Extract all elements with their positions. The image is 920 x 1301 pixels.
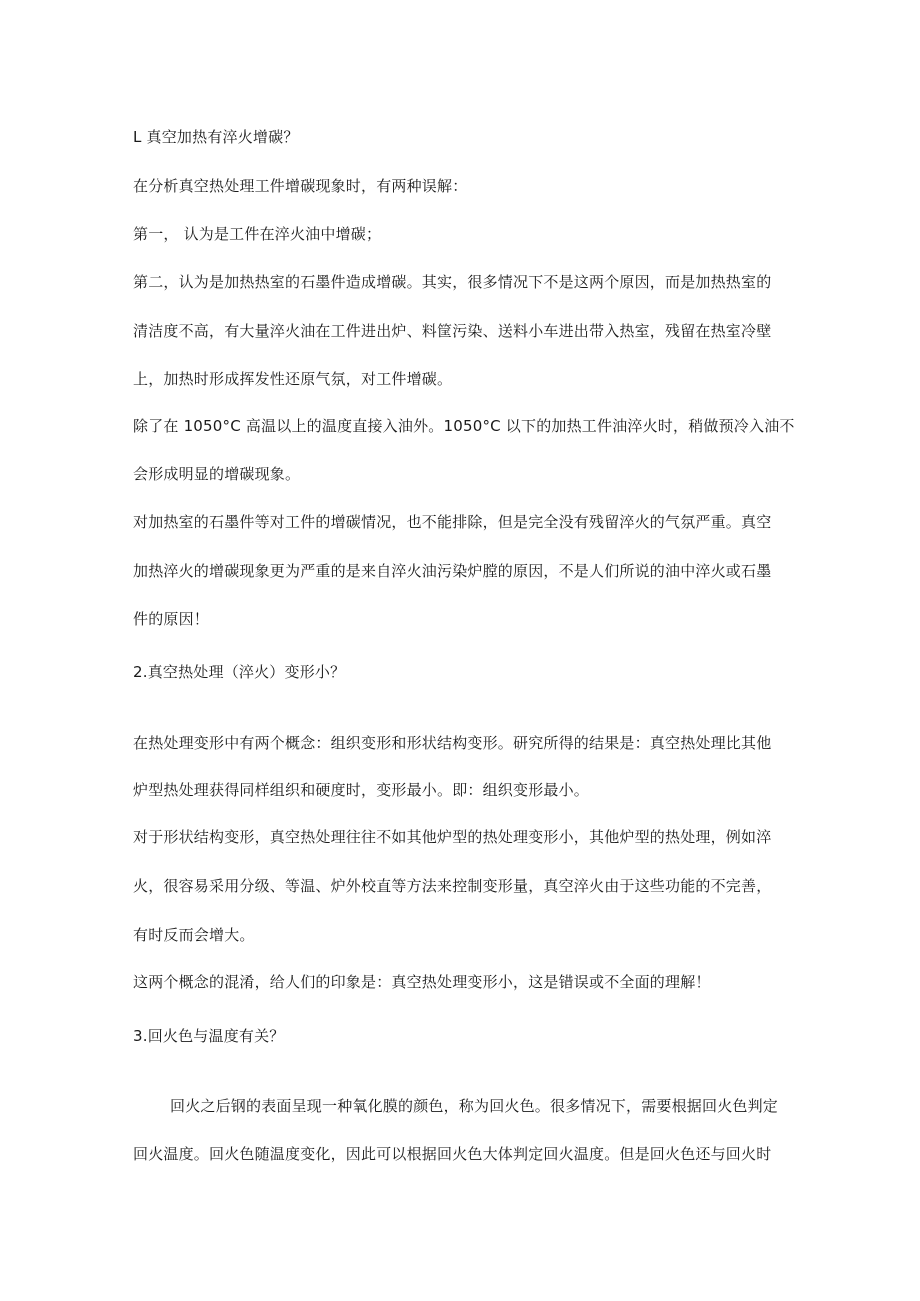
section-1-paragraph-1: 在分析真空热处理工件增碳现象时，有两种误解：: [133, 177, 468, 195]
section-1-paragraph-4-line-1: 除了在 1050°C 高温以上的温度直接入油外。1050°C 以下的加热工件油淬火时，稍做预冷入油不: [133, 417, 795, 435]
section-1-heading: L 真空加热有淬火增碳？: [133, 128, 299, 146]
section-2-paragraph-2-line-2: 火，很容易采用分级、等温、炉外校直等方法来控制变形量，真空淬火由于这些功能的不完善，: [133, 877, 772, 895]
section-2-paragraph-3: 这两个概念的混淆，给人们的印象是：真空热处理变形小，这是错误或不全面的理解！: [133, 973, 711, 991]
section-1-paragraph-3-line-3: 上，加热时形成挥发性还原气氛，对工件增碳。: [133, 370, 453, 388]
section-3-paragraph-1-line-1: 回火之后钢的表面呈现一种氧化膜的颜色，称为回火色。很多情况下，需要根据回火色判定: [170, 1097, 779, 1115]
section-3-paragraph-1-line-2: 回火温度。回火色随温度变化，因此可以根据回火色大体判定回火温度。但是回火色还与回火时: [133, 1145, 772, 1163]
section-2-paragraph-2-line-1: 对于形状结构变形，真空热处理往往不如其他炉型的热处理变形小，其他炉型的热处理，例如淬: [133, 828, 772, 846]
section-1-paragraph-5-line-3: 件的原因！: [133, 610, 210, 628]
section-1-paragraph-3-line-2: 清洁度不高，有大量淬火油在工件进出炉、料筐污染、送料小车进出带入热室，残留在热室冷壁: [133, 322, 772, 340]
section-2-paragraph-2-line-3: 有时反而会增大。: [133, 926, 255, 944]
section-1-paragraph-5-line-1: 对加热室的石墨件等对工件的增碳情况，也不能排除，但是完全没有残留淬火的气氛严重。真空: [133, 513, 772, 531]
section-1-paragraph-2: 第一， 认为是工件在淬火油中增碳；: [133, 225, 382, 243]
section-3-heading: 3.回火色与温度有关？: [133, 1027, 285, 1045]
section-2-paragraph-1-line-1: 在热处理变形中有两个概念：组织变形和形状结构变形。研究所得的结果是：真空热处理比其他: [133, 734, 772, 752]
section-2-paragraph-1-line-2: 炉型热处理获得同样组织和硬度时，变形最小。即：组织变形最小。: [133, 781, 590, 799]
section-1-paragraph-3-line-1: 第二，认为是加热热室的石墨件造成增碳。其实，很多情况下不是这两个原因，而是加热热室的: [133, 273, 772, 291]
section-1-paragraph-5-line-2: 加热淬火的增碳现象更为严重的是来自淬火油污染炉膛的原因，不是人们所说的油中淬火或石墨: [133, 562, 772, 580]
section-2-heading: 2.真空热处理（淬火）变形小？: [133, 663, 346, 681]
section-1-paragraph-4-line-2: 会形成明显的增碳现象。: [133, 465, 301, 483]
